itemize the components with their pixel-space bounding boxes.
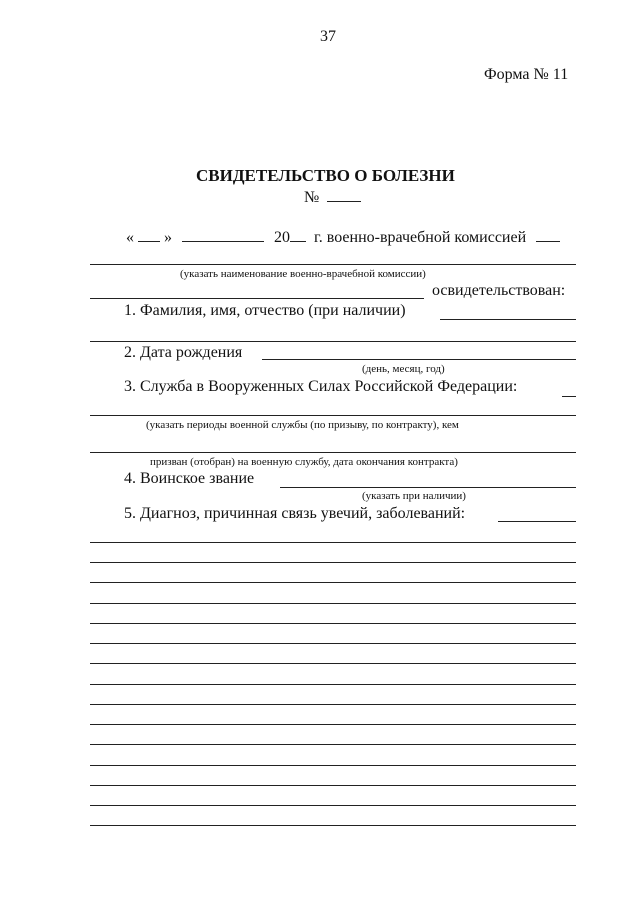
diagnosis-line[interactable] (90, 562, 576, 563)
year-prefix: 20 (274, 229, 290, 246)
diagnosis-line[interactable] (90, 765, 576, 766)
hint-conscripted: призван (отобран) на военную службу, дата окончания контракта) (150, 456, 458, 468)
field-5-label: 5. Диагноз, причинная связь увечий, заболеваний: (124, 505, 466, 522)
hint-rank: (указать при наличии) (362, 490, 466, 502)
commission-blank[interactable] (536, 229, 560, 242)
quote-close: » (164, 229, 172, 246)
diagnosis-line[interactable] (90, 542, 576, 543)
examined-label: освидетельствован: (432, 282, 566, 299)
number-blank[interactable] (327, 189, 361, 202)
diagnosis-line[interactable] (90, 704, 576, 705)
field-5-line[interactable] (498, 521, 576, 522)
field-3-line[interactable] (562, 396, 576, 397)
commission-text: г. военно-врачебной комиссией (314, 229, 527, 246)
hint-service: (указать периоды военной службы (по призыву, по контракту), кем (146, 419, 459, 431)
hint-birthdate: (день, месяц, год) (362, 363, 445, 375)
service-line-1[interactable] (90, 415, 576, 416)
field-1-line[interactable] (440, 319, 576, 320)
hint-commission: (указать наименование военно-врачебной комиссии) (180, 268, 426, 280)
year-blank[interactable] (290, 229, 306, 242)
number-label: № (304, 189, 320, 206)
certificate-number (304, 189, 361, 207)
diagnosis-line[interactable] (90, 744, 576, 745)
diagnosis-line[interactable] (90, 603, 576, 604)
diagnosis-line[interactable] (90, 684, 576, 685)
diagnosis-line[interactable] (90, 663, 576, 664)
field-2-line[interactable] (262, 359, 576, 360)
diagnosis-line[interactable] (90, 825, 576, 826)
diagnosis-line[interactable] (90, 724, 576, 725)
day-blank[interactable] (138, 229, 160, 242)
diagnosis-line[interactable] (90, 582, 576, 583)
date-row (126, 229, 560, 247)
month-blank[interactable] (182, 229, 264, 242)
field-4-line[interactable] (280, 487, 576, 488)
field-3-label: 3. Служба в Вооруженных Силах Российской Федерации: (124, 378, 518, 395)
field-4-label: 4. Воинское звание (124, 470, 255, 487)
diagnosis-line[interactable] (90, 623, 576, 624)
field-2-label: 2. Дата рождения (124, 344, 243, 361)
diagnosis-line[interactable] (90, 785, 576, 786)
diagnosis-line[interactable] (90, 643, 576, 644)
examined-line[interactable] (90, 298, 424, 299)
quote-open: « (126, 229, 134, 246)
page-number: 37 (320, 28, 336, 45)
commission-name-line[interactable] (90, 264, 576, 265)
service-line-2[interactable] (90, 452, 576, 453)
field-1-line-2[interactable] (90, 341, 576, 342)
diagnosis-line[interactable] (90, 805, 576, 806)
document-title: СВИДЕТЕЛЬСТВО О БОЛЕЗНИ (196, 166, 455, 185)
field-1-label: 1. Фамилия, имя, отчество (при наличии) (124, 302, 406, 319)
form-label: Форма № 11 (484, 66, 569, 83)
